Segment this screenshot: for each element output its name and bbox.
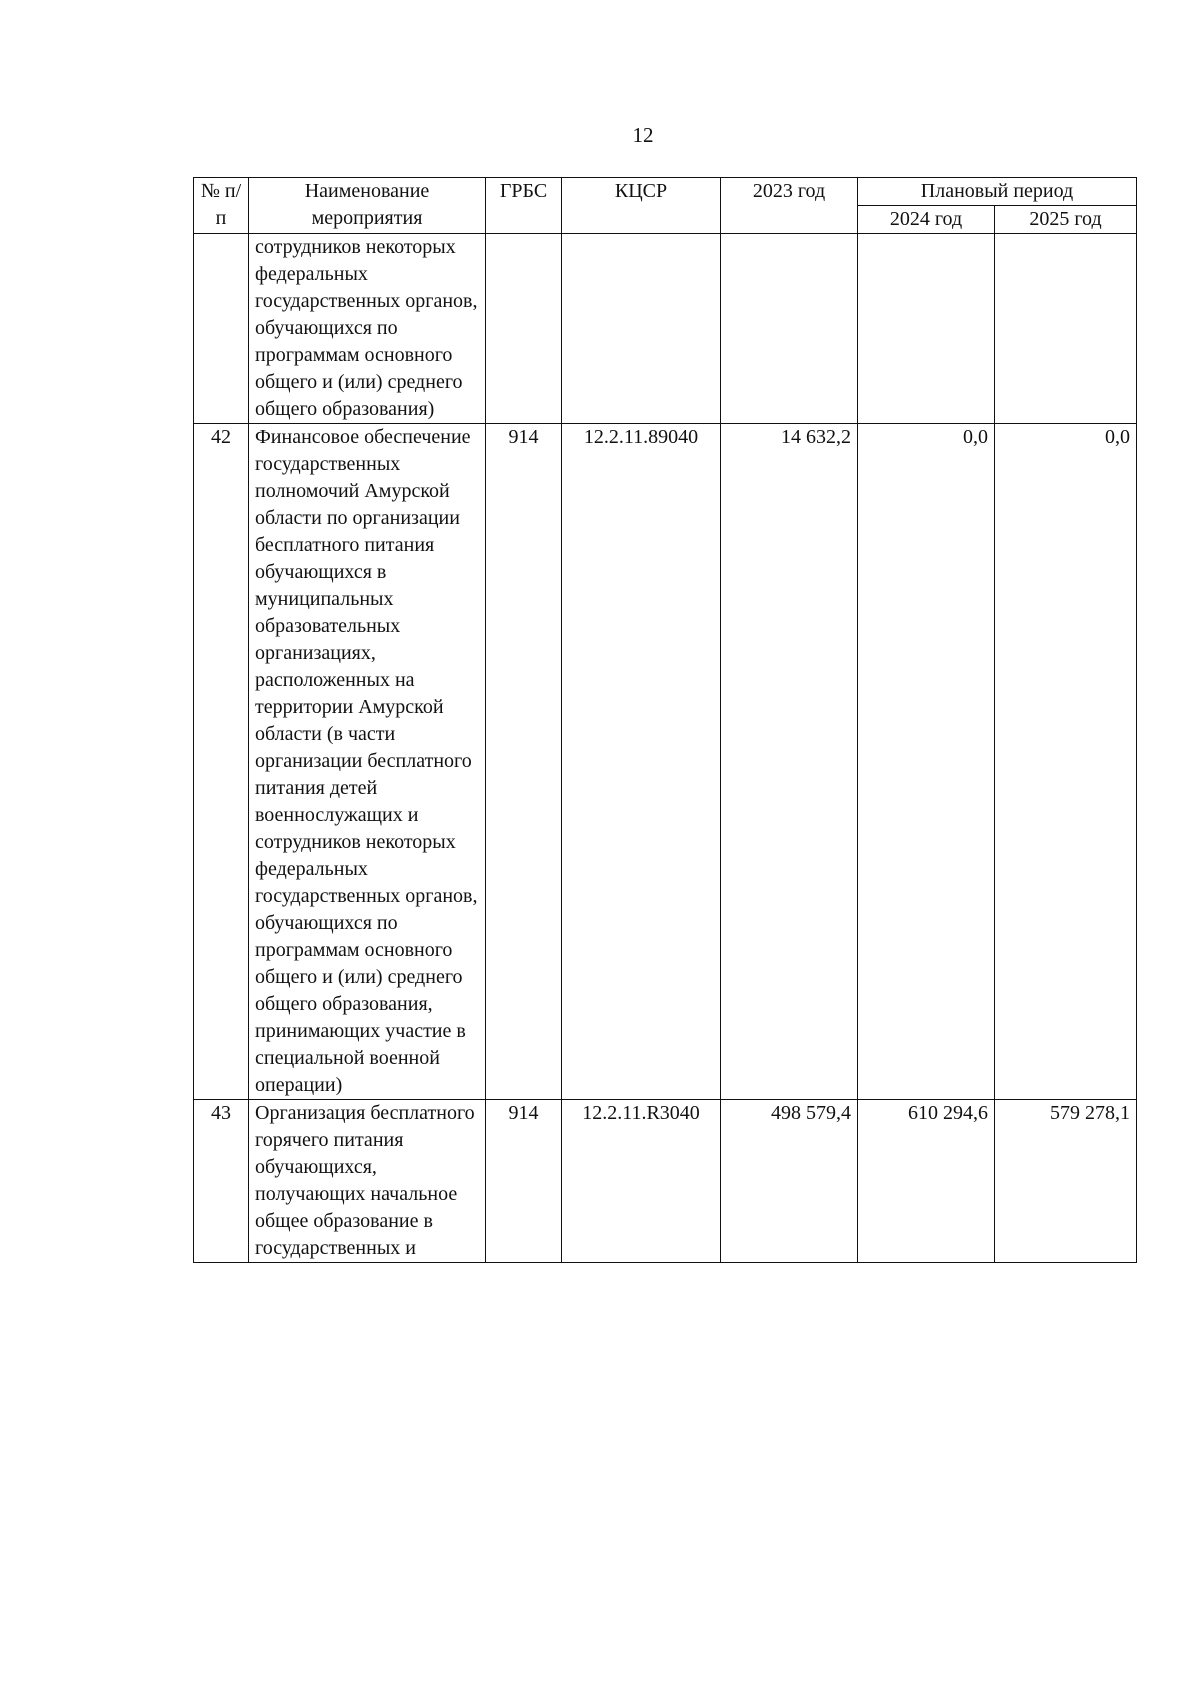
row-kcsr <box>562 234 721 424</box>
table-header <box>194 178 1137 234</box>
header-2025: 2025 год <box>995 206 1137 234</box>
row-name: сотрудников некоторых федеральных государственных органов, обучающихся по программам основного общего и (или) среднего общего образования) <box>249 234 486 424</box>
header-name: Наименование мероприятия <box>249 178 486 234</box>
row-kcsr: 12.2.11.R3040 <box>562 1100 721 1263</box>
header-num: № п/п <box>194 178 249 234</box>
row-num <box>194 234 249 424</box>
row-2023 <box>721 234 858 424</box>
header-grbs: ГРБС <box>486 178 562 234</box>
row-kcsr: 12.2.11.89040 <box>562 424 721 1100</box>
row-num: 42 <box>194 424 249 1100</box>
row-2025: 0,0 <box>995 424 1137 1100</box>
row-name: Финансовое обеспечение государственных полномочий Амурской области по организации бесплатного питания обучающихся в муниципальных образовательных организациях, расположенных на территории Амурской области (в части организации бесплатного питания детей военнослужащих и сотрудников некоторых федеральных государственных органов, обучающихся по программам основного общего и (или) среднего общего образования, принимающих участие в специальной военной операции) <box>249 424 486 1100</box>
row-2024 <box>858 234 995 424</box>
page-number: 12 <box>632 123 654 147</box>
row-name: Организация бесплатного горячего питания обучающихся, получающих начальное общее образование в государственных и <box>249 1100 486 1263</box>
row-num: 43 <box>194 1100 249 1263</box>
row-grbs: 914 <box>486 1100 562 1263</box>
table-row <box>194 424 1137 1100</box>
row-2024: 0,0 <box>858 424 995 1100</box>
row-2025 <box>995 234 1137 424</box>
header-kcsr: КЦСР <box>562 178 721 234</box>
row-2023: 14 632,2 <box>721 424 858 1100</box>
table-row <box>194 1100 1137 1263</box>
header-2023: 2023 год <box>721 178 858 234</box>
header-planned-period: Плановый период <box>858 178 1137 206</box>
budget-table <box>193 177 1137 1263</box>
header-2024: 2024 год <box>858 206 995 234</box>
row-2025: 579 278,1 <box>995 1100 1137 1263</box>
row-2023: 498 579,4 <box>721 1100 858 1263</box>
row-2024: 610 294,6 <box>858 1100 995 1263</box>
row-grbs <box>486 234 562 424</box>
table-row <box>194 234 1137 424</box>
row-grbs: 914 <box>486 424 562 1100</box>
